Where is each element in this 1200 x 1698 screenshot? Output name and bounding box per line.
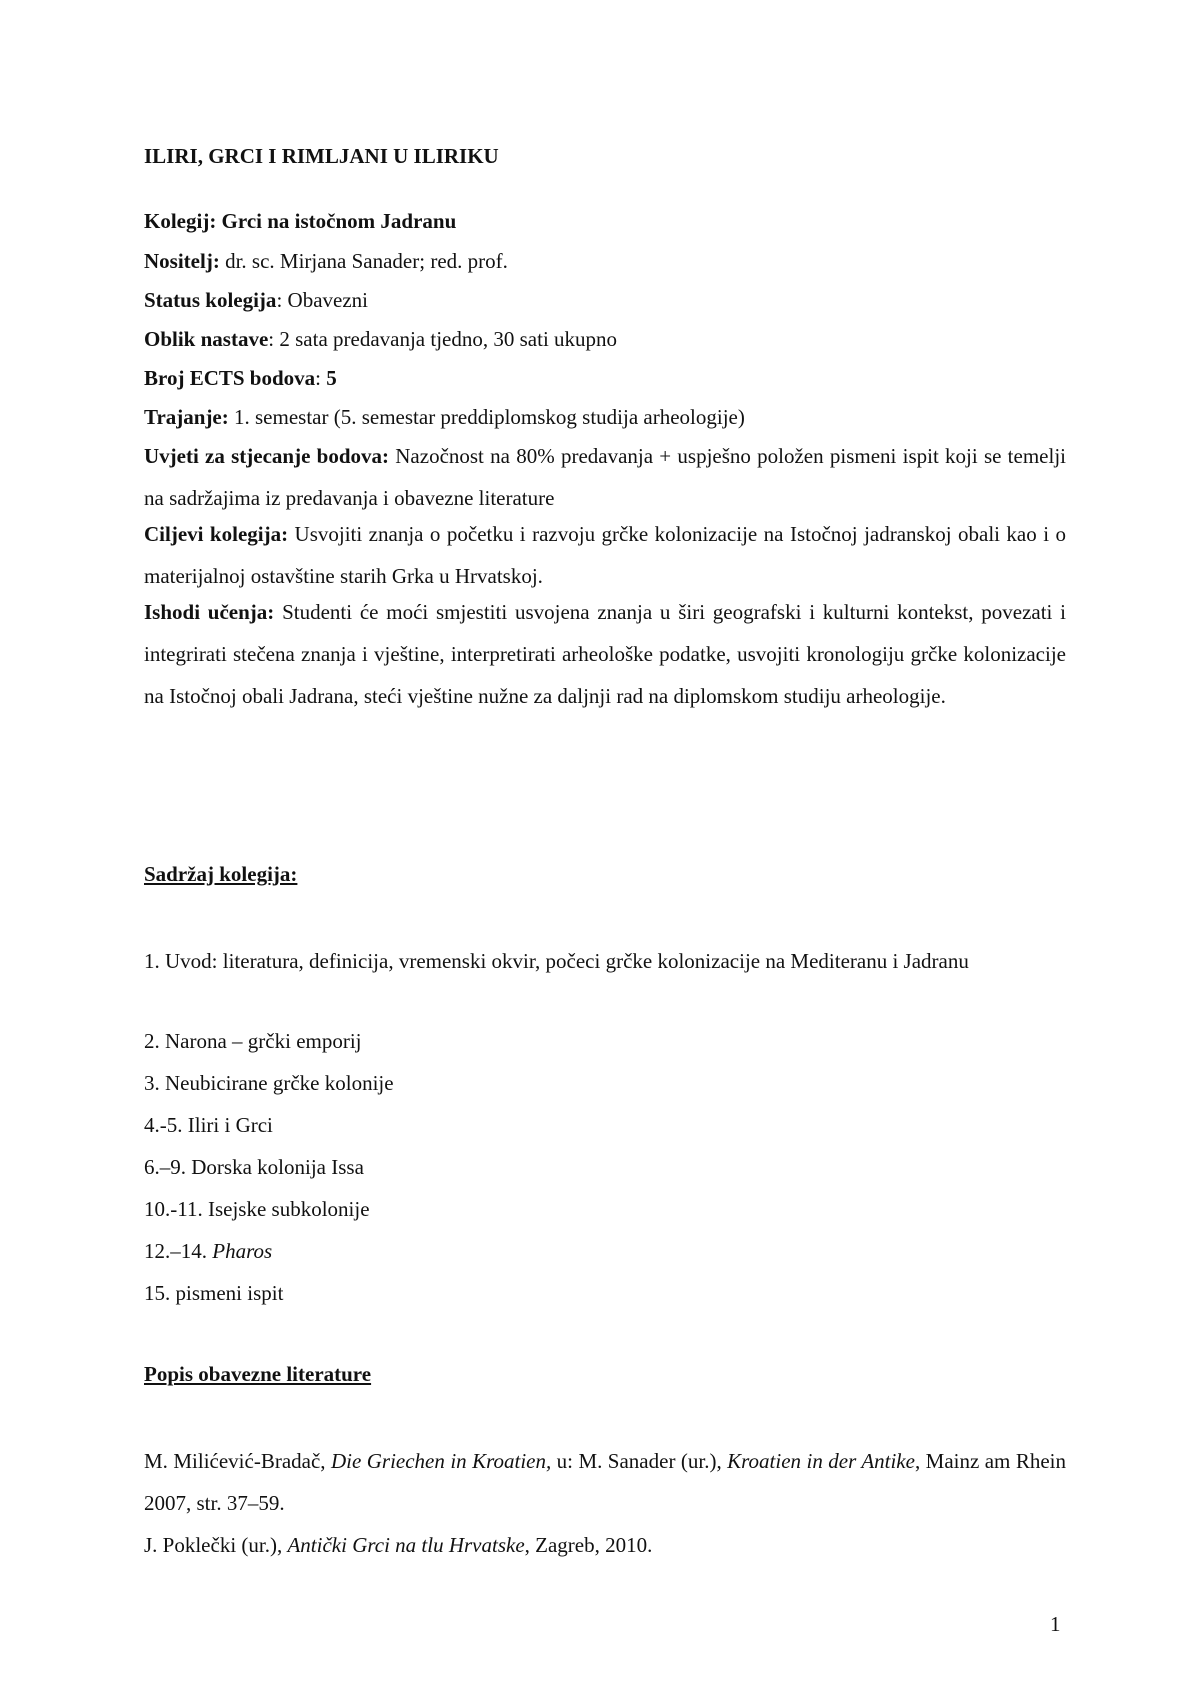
ref1-title: Die Griechen in Kroatien,: [330, 1449, 552, 1473]
ref1-publication: , Mainz am Rhein 2007, str. 37–59.: [144, 1449, 1066, 1515]
goals-value: Usvojiti znanja o početku i razvoju grčke kolonizacije na Istočnoj jadranskoj obali kao i o materijalnoj ostavštine starih Grka u Hrvatskoj.: [144, 522, 1066, 588]
ects-credits: [144, 357, 1066, 399]
ects-label: Broj ECTS bodova: [144, 366, 316, 390]
teaching-form-label: Oblik nastave: [144, 327, 269, 351]
document-title: ILIRI, GRCI I RIMLJANI U ILIRIKU: [144, 144, 499, 168]
content-item: 10.-11. Isejske subkolonije: [144, 1197, 370, 1221]
literature-heading: Popis obavezne literature: [144, 1362, 372, 1386]
ref2-title: Antički Grci na tlu Hrvatske: [287, 1533, 525, 1557]
ref1-author: M. Milićević-Bradač,: [144, 1449, 331, 1473]
content-item: 6.–9. Dorska kolonija Issa: [144, 1155, 364, 1179]
status-value: : Obavezni: [276, 288, 368, 312]
content-item: 15. pismeni ispit: [144, 1281, 284, 1305]
ects-separator: :: [315, 366, 327, 390]
teaching-form-value: : 2 sata predavanja tjedno, 30 sati ukupno: [268, 327, 618, 351]
literature-reference: [144, 1440, 1066, 1524]
content-heading: Sadržaj kolegija:: [144, 862, 298, 886]
course-name-text: Kolegij: Grci na istočnom Jadranu: [144, 209, 457, 233]
ref1-in: u: M. Sanader (ur.),: [551, 1449, 728, 1473]
content-item: 3. Neubicirane grčke kolonije: [144, 1071, 394, 1095]
ref2-publication: , Zagreb, 2010.: [524, 1533, 653, 1557]
content-item: 2. Narona – grčki emporij: [144, 1029, 362, 1053]
course-status: [144, 279, 1066, 321]
content-item-number: 12.–14.: [144, 1239, 213, 1263]
lecturer-value: dr. sc. Mirjana Sanader; red. prof.: [219, 249, 508, 273]
goals-label: Ciljevi kolegija:: [144, 522, 289, 546]
learning-outcomes: [144, 591, 1066, 717]
credit-conditions: [144, 435, 1066, 519]
ref2-author: J. Poklečki (ur.),: [144, 1533, 288, 1557]
outcomes-label: Ishodi učenja:: [144, 600, 275, 624]
course-name: [144, 200, 1066, 242]
course-lecturer: [144, 240, 1066, 282]
content-item: [144, 1230, 1066, 1272]
page-number: 1: [1050, 1612, 1061, 1636]
content-item: 1. Uvod: literatura, definicija, vremenski okvir, počeci grčke kolonizacije na Mediteranu i Jadranu: [144, 949, 969, 973]
outcomes-value: Studenti će moći smjestiti usvojena znanja u širi geografski i kulturni kontekst, povezati i integrirati stečena znanja i vještine, interpretirati arheološke podatke, usvojiti kronologiju grčke kolonizacije na Istočnoj obali Jadrana, steći vještine nužne za daljnji rad na diplomskom studiju arheologije.: [144, 600, 1066, 708]
content-item: 4.-5. Iliri i Grci: [144, 1113, 273, 1137]
conditions-label: Uvjeti za stjecanje bodova:: [144, 444, 390, 468]
course-goals: [144, 513, 1066, 597]
teaching-form: [144, 318, 1066, 360]
course-duration: [144, 396, 1066, 438]
content-item-italic-title: Pharos: [212, 1239, 273, 1263]
status-label: Status kolegija: [144, 288, 277, 312]
conditions-value: Nazočnost na 80% predavanja + uspješno položen pismeni ispit koji se temelji na sadržajima iz predavanja i obavezne literature: [144, 444, 1066, 510]
ref1-book-title: Kroatien in der Antike: [727, 1449, 915, 1473]
lecturer-label: Nositelj:: [144, 249, 220, 273]
literature-reference: [144, 1524, 1066, 1566]
duration-value: 1. semestar (5. semestar preddiplomskog studija arheologije): [228, 405, 745, 429]
ects-value: 5: [326, 366, 337, 390]
duration-label: Trajanje:: [144, 405, 229, 429]
